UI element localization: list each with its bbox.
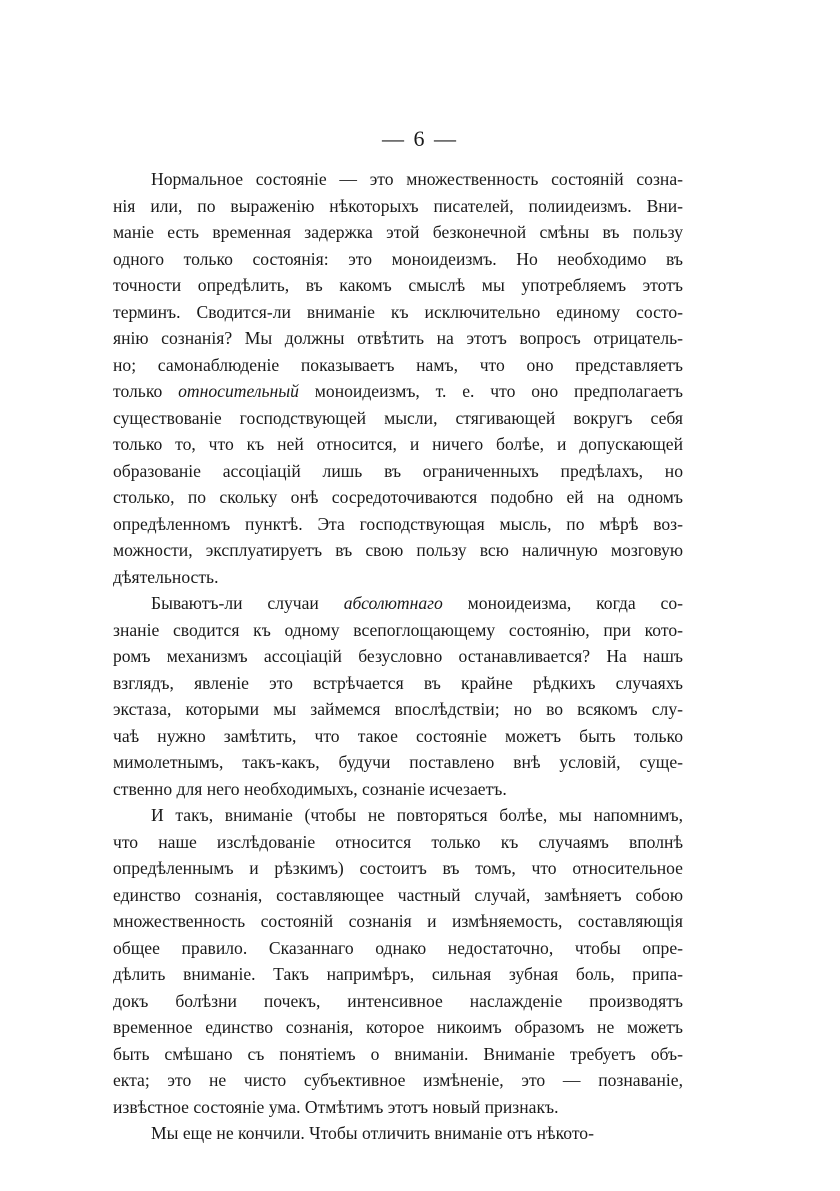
paragraph [113,1120,683,1147]
text-line: опредѣленнымъ и рѣзкимъ) состоитъ въ томъ, что относительное [113,858,683,878]
text-line: маніе есть временная задержка этой безконечной смѣны въ пользу [113,222,683,242]
text-line: ственно для него необходимыхъ, сознаніе исчезаетъ. [113,778,507,799]
text-line: мимолетнымъ, такъ-какъ, будучи поставлено внѣ условій, суще- [113,752,683,772]
text-line [113,590,683,617]
text-segment: моноидеизмъ, т. е. что оно предполагаетъ [298,381,683,401]
text-line: чаѣ нужно замѣтить, что такое состояніе можетъ быть только [113,725,683,746]
page-number: — 6 — [382,126,458,151]
text-line: что наше изслѣдованіе относится только къ случаямъ вполнѣ [113,831,683,852]
text-line: Мы еще не кончили. Чтобы отличить вниманіе отъ нѣкото- [151,1123,594,1143]
text-line: И такъ, вниманіе (чтобы не повторяться болѣе, мы напомнимъ, [151,805,683,825]
paragraph [113,166,683,590]
text-line: терминъ. Сводится-ли вниманіе къ исключительно единому состо- [113,301,683,322]
text-line: только то, что къ ней относится, и ничего болѣе, и допускающей [113,434,683,454]
text-line: дѣятельность. [113,566,219,587]
italic-term: абсолютнаго [343,593,443,613]
text-line: образованіе ассоціацій лишь въ ограниченныхъ предѣлахъ, но [113,460,683,481]
text-line: одного только состоянія: это моноидеизмъ. Но необходимо въ [113,248,683,269]
text-segment: Бываютъ-ли случаи [151,593,344,613]
text-line: дѣлить вниманіе. Такъ напримѣръ, сильная зубная боль, припа- [113,964,683,984]
text-line: общее правило. Сказаннаго однако недостаточно, чтобы опре- [113,937,683,958]
text-segment: только [113,381,179,401]
text-segment: моноидеизма, когда со- [442,593,683,613]
text-line: существованіе господствующей мысли, стягивающей вокругъ себя [113,407,683,428]
text-line: янію сознанія? Мы должны отвѣтить на этотъ вопросъ отрицатель- [113,328,683,348]
text-line: множественность состояній сознанія и измѣняемость, составляющія [113,911,683,931]
text-line: извѣстное состояніе ума. Отмѣтимъ этотъ новый признакъ. [113,1096,559,1117]
text-line: экстаза, которыми мы займемся впослѣдствіи; но во всякомъ слу- [113,699,683,719]
text-line: знаніе сводится къ одному всепоглощающему состоянію, при кото- [113,619,683,640]
text-line: быть смѣшано съ понятіемъ о вниманіи. Вниманіе требуетъ объ- [113,1043,683,1064]
text-line: временное единство сознанія, которое никоимъ образомъ не можетъ [113,1017,683,1037]
text-line: нія или, по выраженію нѣкоторыхъ писателей, полиидеизмъ. Вни- [113,195,683,216]
text-line: Нормальное состояніе — это множественность состояній созна- [151,169,683,189]
paragraph [113,590,683,802]
paragraph [113,802,683,1120]
text-line: можности, эксплуатируетъ въ свою пользу всю наличную мозговую [113,540,683,560]
text-line: ромъ механизмъ ассоціацій безусловно останавливается? На нашъ [113,646,683,666]
text-line: но; самонаблюденіе показываетъ намъ, что оно представляетъ [113,354,683,375]
text-line: точности опредѣлить, въ какомъ смыслѣ мы употребляемъ этотъ [113,275,683,295]
text-line: единство сознанія, составляющее частный случай, замѣняетъ собою [113,884,683,905]
text-line: екта; это не чисто субъективное измѣненіе, это — познаваніе, [113,1070,683,1090]
text-line: опредѣленномъ пунктѣ. Эта господствующая мысль, по мѣрѣ воз- [113,513,683,534]
italic-term: относительный [178,381,299,401]
text-line: взглядъ, явленіе это встрѣчается въ крайне рѣдкихъ случаяхъ [113,672,683,693]
body-text [113,166,683,1147]
text-line [113,378,683,405]
text-line: столько, по скольку онѣ сосредоточиваются подобно ей на одномъ [113,487,683,507]
text-line: докъ болѣзни почекъ, интенсивное наслажденіе производятъ [113,990,683,1011]
